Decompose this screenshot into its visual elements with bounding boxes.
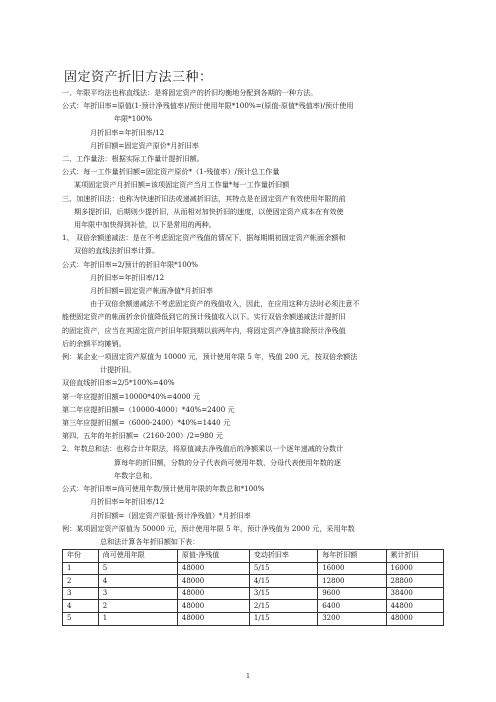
- table-cell: 6400: [318, 600, 386, 613]
- table-cell: 2: [98, 600, 177, 613]
- text-line: 月折旧额=（固定资产原值-预计净残值）*月折旧率: [90, 510, 251, 520]
- text-line: 月折旧率=年折旧率/12: [90, 272, 165, 282]
- document-title: 固定资产折旧方法三种：: [64, 70, 213, 85]
- text-line: 总和法计算各年折旧额如下表：: [100, 536, 200, 546]
- table-cell: 2/15: [249, 600, 317, 613]
- page-number: 1: [246, 673, 250, 680]
- table-header-cell: 每年折旧额: [318, 550, 386, 563]
- table-cell: 2: [63, 575, 99, 588]
- text-line: 计提折旧。: [100, 365, 136, 375]
- table-cell: 1: [63, 562, 99, 575]
- table-cell: 48000: [177, 562, 249, 575]
- table-header-cell: 尚可使用年限: [98, 550, 177, 563]
- table-cell: 3200: [318, 613, 386, 626]
- table-cell: 5/15: [249, 562, 317, 575]
- table-row: [63, 587, 444, 600]
- text-line: 例：某项固定资产原值为 50000 元，预计使用年限 5 年，预计净残值为 2000 元，采用年数: [62, 523, 355, 533]
- table-row: [63, 562, 444, 575]
- table-header-row: [63, 550, 444, 563]
- table-cell: 3: [98, 587, 177, 600]
- table-row: [63, 600, 444, 613]
- table-cell: 28800: [386, 575, 443, 588]
- text-line: 双倍的直线法折旧率计算。: [74, 246, 160, 256]
- text-line: 月折旧额=固定资产原价*月折旧率: [90, 140, 199, 150]
- table-cell: 9600: [318, 587, 386, 600]
- text-line: 用年限中加快得到补偿，以下是常用的两种。: [74, 220, 216, 230]
- table-cell: 48000: [177, 575, 249, 588]
- table-cell: 48000: [177, 600, 249, 613]
- text-line: 第一年应提折旧额=10000*40%=4000 元: [62, 391, 200, 401]
- table-cell: 4: [98, 575, 177, 588]
- table-cell: 48000: [177, 613, 249, 626]
- table-cell: 38400: [386, 587, 443, 600]
- text-line: 后的余额平均摊销。: [62, 338, 126, 348]
- document-body: [62, 86, 442, 626]
- table-cell: 16000: [318, 562, 386, 575]
- text-line: 二、工作量法：根据实际工作量计提折旧额。: [62, 154, 204, 164]
- table-cell: 48000: [177, 587, 249, 600]
- table-cell: 48000: [386, 613, 443, 626]
- text-line: 期多提折旧，后期则少提折旧，从而相对加快折旧的速度，以使固定资产成本在有效使: [74, 206, 344, 216]
- table-cell: 4: [63, 600, 99, 613]
- table-cell: 5: [63, 613, 99, 626]
- text-line: 能使固定资产的帐面折余价值降低到它的预计残值收入以下。实行双倍余额递减法计提折旧: [62, 312, 346, 322]
- table-header-cell: 年份: [63, 550, 99, 563]
- table-cell: 12800: [318, 575, 386, 588]
- table-cell: 3/15: [249, 587, 317, 600]
- text-line: 公式：年折旧率=原值(1-预计净残值率)/预计使用年限*100%=(原值-原值*残值率)/预计使用: [62, 101, 354, 111]
- text-line: 由于双倍余额递减法不考虑固定资产的残值收入，因此，在应用这种方法时必须注意不: [90, 299, 360, 309]
- text-line: 月折旧率=年折旧率/12: [90, 127, 165, 137]
- table-cell: 1/15: [249, 613, 317, 626]
- text-line: 第二年应提折旧额=（10000-4000）*40%=2400 元: [62, 404, 235, 414]
- table-row: [63, 613, 444, 626]
- table-header-cell: 原值-净残值: [177, 550, 249, 563]
- text-line: 月折旧率=年折旧率/12: [90, 497, 165, 507]
- table-cell: 16000: [386, 562, 443, 575]
- table-row: [63, 575, 444, 588]
- table-cell: 3: [63, 587, 99, 600]
- text-line: 公式：每一工作量折旧额=固定资产原价*（1-残值率）/预计总工作量: [62, 167, 280, 177]
- text-lines: [62, 86, 442, 548]
- text-line: 公式：年折旧率=2/预计的折旧年限*100%: [62, 259, 198, 269]
- text-line: 月折旧额=固定资产帐面净值*月折旧率: [90, 286, 213, 296]
- text-line: 某项固定资产月折旧额=该项固定资产当月工作量*每一工作量折旧额: [74, 180, 290, 190]
- table-cell: 44800: [386, 600, 443, 613]
- text-line: 一、年限平均法也称直线法：是将固定资产的折旧均衡地分配到各期的一种方法。: [62, 88, 318, 97]
- text-line: 第四、五年的年折旧额=（2160-200）/2=980 元: [62, 431, 223, 441]
- table-cell: 5: [98, 562, 177, 575]
- text-line: 第三年应提折旧额=（6000-2400）*40%=1440 元: [62, 418, 231, 428]
- text-line: 的固定资产，应当在其固定资产折旧年限到期以前两年内，将固定资产净值扣除预计净残值: [62, 325, 346, 335]
- text-line: 算每年的折旧额，分数的分子代表尚可使用年数，分母代表使用年数的逐: [114, 457, 341, 467]
- text-line: 三、加速折旧法：也称为快速折旧法或递减折旧法，其特点是在固定资产有效使用年限的前: [62, 193, 346, 203]
- table-body: [63, 562, 444, 625]
- text-line: 年限*100%: [114, 114, 153, 124]
- depreciation-table: [62, 549, 444, 626]
- table-header-cell: 变动折旧率: [249, 550, 317, 563]
- table-cell: 1: [98, 613, 177, 626]
- text-line: 1、 双倍余额递减法：是在不考虑固定资产残值的情况下，据每期期初固定资产帐面余额和: [62, 233, 346, 243]
- text-line: 2、年数总和法：也称合计年限法，将原值减去净残值后的净额乘以一个逐年递减的分数计: [62, 444, 344, 454]
- text-line: 年数字总和。: [114, 470, 157, 480]
- table-header-cell: 累计折旧: [386, 550, 443, 563]
- text-line: 双倍直线折旧率=2/5*100%=40%: [62, 378, 175, 388]
- table-cell: 4/15: [249, 575, 317, 588]
- text-line: 例：某企业一项固定资产原值为 10000 元，预计使用年限 5 年，残值 200 元，按双倍余额法: [62, 352, 358, 362]
- text-line: 公式：年折旧率=尚可使用年数/预计使用年限的年数总和*100%: [62, 484, 265, 494]
